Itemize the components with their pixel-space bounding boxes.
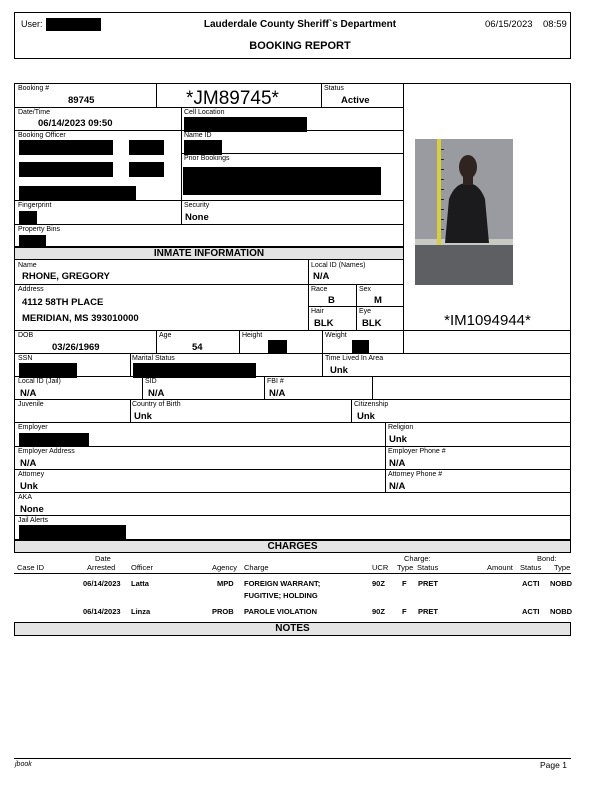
redacted-weight <box>352 340 369 354</box>
redacted-jail-alerts <box>19 525 126 539</box>
redacted-officer-2 <box>129 140 164 155</box>
ssn-label: SSN <box>18 355 33 362</box>
redacted-name-id <box>184 140 222 155</box>
col-bond-top: Bond: <box>537 554 557 563</box>
name-label: Name <box>18 262 37 269</box>
attorney-phone: N/A <box>389 481 406 492</box>
charge-1-charge-line2: FUGITIVE; HOLDING <box>244 591 318 600</box>
charge-2-officer: Linza <box>131 607 151 616</box>
col-officer: Officer <box>131 563 153 572</box>
charge-1-charge-line1: FOREIGN WARRANT; <box>244 579 321 588</box>
redacted-prior-bookings <box>183 167 381 195</box>
attorney: Unk <box>20 481 38 492</box>
hair-label: Hair <box>311 308 324 315</box>
report-time: 08:59 <box>543 19 567 30</box>
aka: None <box>20 504 44 515</box>
jail-alerts-label: Jail Alerts <box>18 517 48 524</box>
booking-officer-label: Booking Officer <box>18 132 66 139</box>
time-in-area: Unk <box>330 365 348 376</box>
sid-label: SID <box>145 378 157 385</box>
age-label: Age <box>159 332 172 339</box>
redacted-officer-4 <box>129 162 164 177</box>
height-label: Height <box>242 332 263 339</box>
booking-no-label: Booking # <box>18 85 50 92</box>
col-ucr: UCR <box>372 563 389 572</box>
charge-1-date: 06/14/2023 <box>83 579 121 588</box>
sex-value: M <box>374 295 382 306</box>
local-id-jail-label: Local ID (Jail) <box>18 378 61 385</box>
dob-value: 03/26/1969 <box>52 342 100 353</box>
booking-barcode-text: *JM89745* <box>186 88 279 109</box>
mugshot-photo <box>415 139 513 285</box>
eye-value: BLK <box>362 318 382 329</box>
charge-2-bond-type: NOBD <box>550 607 573 616</box>
prior-bookings-label: Prior Bookings <box>184 155 230 162</box>
redacted-user <box>46 18 101 31</box>
charge-1-bond-status: ACTI <box>522 579 540 588</box>
col-agency: Agency <box>212 563 238 572</box>
address-line2: MERIDIAN, MS 393010000 <box>22 313 139 324</box>
attorney-phone-label: Attorney Phone # <box>388 471 443 478</box>
redacted-officer-1 <box>19 140 113 155</box>
col-date-top: Date <box>95 554 111 563</box>
col-case-id: Case ID <box>17 563 45 572</box>
employer-address-label: Employer Address <box>18 448 75 455</box>
charges-header: CHARGES <box>14 540 571 553</box>
charges-header-rule <box>14 573 571 574</box>
inmate-info-header: INMATE INFORMATION <box>14 247 404 260</box>
photo-caption: *IM1094944* <box>444 312 531 329</box>
employer-phone-label: Employer Phone # <box>388 448 446 455</box>
eye-label: Eye <box>359 308 372 315</box>
age-value: 54 <box>192 342 203 353</box>
col-bond-status: Status <box>520 563 542 572</box>
sex-label: Sex <box>359 286 372 293</box>
status-label: Status <box>324 85 344 92</box>
redacted-property-bins <box>19 235 46 246</box>
datetime-value: 06/14/2023 09:50 <box>38 118 113 129</box>
charge-1-agency: MPD <box>217 579 234 588</box>
employer-phone: N/A <box>389 458 406 469</box>
redacted-fingerprint <box>19 211 37 224</box>
mugshot-image <box>415 139 513 285</box>
charge-2-date: 06/14/2023 <box>83 607 121 616</box>
religion-label: Religion <box>388 424 414 431</box>
race-value: B <box>328 295 335 306</box>
col-date-arrested: Arrested <box>87 563 116 572</box>
charge-2-agency: PROB <box>212 607 234 616</box>
booking-no: 89745 <box>68 95 95 106</box>
employer-address: N/A <box>20 458 37 469</box>
race-label: Race <box>311 286 328 293</box>
marital-label: Marital Status <box>132 355 175 362</box>
property-bins-label: Property Bins <box>18 226 61 233</box>
status-value: Active <box>341 95 370 106</box>
weight-label: Weight <box>325 332 347 339</box>
charge-1-ucr: 90Z <box>372 579 385 588</box>
footer-left: jbook <box>15 761 32 768</box>
redacted-officer-5 <box>19 186 136 201</box>
report-date: 06/15/2023 <box>485 19 533 30</box>
footer-rule <box>14 758 571 759</box>
time-in-area-label: Time Lived In Area <box>325 355 384 362</box>
redacted-cell-location <box>184 117 307 132</box>
charge-1-officer: Latta <box>131 579 149 588</box>
aka-label: AKA <box>18 494 33 501</box>
charge-2-type: F <box>402 607 407 616</box>
fbi-value: N/A <box>269 388 286 399</box>
juvenile-label: Juvenile <box>18 401 44 408</box>
user-label: User: <box>21 19 43 29</box>
department-name: Lauderdale County Sheriff`s Department <box>203 19 397 30</box>
dob-label: DOB <box>18 332 34 339</box>
country-birth-label: Country of Birth <box>132 401 181 408</box>
local-id-names: N/A <box>313 271 330 282</box>
charge-2-status: PRET <box>418 607 439 616</box>
notes-header: NOTES <box>14 622 571 636</box>
charge-2-bond-status: ACTI <box>522 607 540 616</box>
charge-2-charge-line1: PAROLE VIOLATION <box>244 607 318 616</box>
religion: Unk <box>389 434 407 445</box>
citizenship-label: Citizenship <box>354 401 389 408</box>
report-title: BOOKING REPORT <box>249 40 351 52</box>
charge-1-status: PRET <box>418 579 439 588</box>
page-number: Page 1 <box>540 760 567 770</box>
col-charge: Charge <box>244 563 269 572</box>
name-id-label: Name ID <box>184 132 212 139</box>
fingerprint-label: Fingerprint <box>18 202 52 209</box>
redacted-officer-3 <box>19 162 113 177</box>
security-value: None <box>185 212 209 223</box>
redacted-marital <box>133 363 256 378</box>
sid-value: N/A <box>148 388 165 399</box>
hair-value: BLK <box>314 318 334 329</box>
charge-1-bond-type: NOBD <box>550 579 573 588</box>
col-amount: Amount <box>487 563 513 572</box>
fbi-label: FBI # <box>267 378 284 385</box>
col-type: Type <box>397 563 414 572</box>
cell-location-label: Cell Location <box>184 109 225 116</box>
charge-1-type: F <box>402 579 407 588</box>
col-type-top: Charge: <box>404 554 431 563</box>
address-label: Address <box>18 286 44 293</box>
redacted-employer <box>19 433 89 447</box>
local-id-names-label: Local ID (Names) <box>311 262 366 269</box>
local-id-jail: N/A <box>20 388 37 399</box>
redacted-ssn <box>19 363 77 378</box>
attorney-label: Attorney <box>18 471 45 478</box>
security-label: Security <box>184 202 210 209</box>
col-bond-type: Type <box>554 563 571 572</box>
address-line1: 4112 58TH PLACE <box>22 297 104 308</box>
inmate-name: RHONE, GREGORY <box>22 271 110 282</box>
redacted-height <box>268 340 287 354</box>
col-status: Status <box>417 563 439 572</box>
country-birth: Unk <box>134 411 152 422</box>
citizenship: Unk <box>357 411 375 422</box>
employer-label: Employer <box>18 424 48 431</box>
charge-2-ucr: 90Z <box>372 607 385 616</box>
datetime-label: Date/Time <box>18 109 51 116</box>
